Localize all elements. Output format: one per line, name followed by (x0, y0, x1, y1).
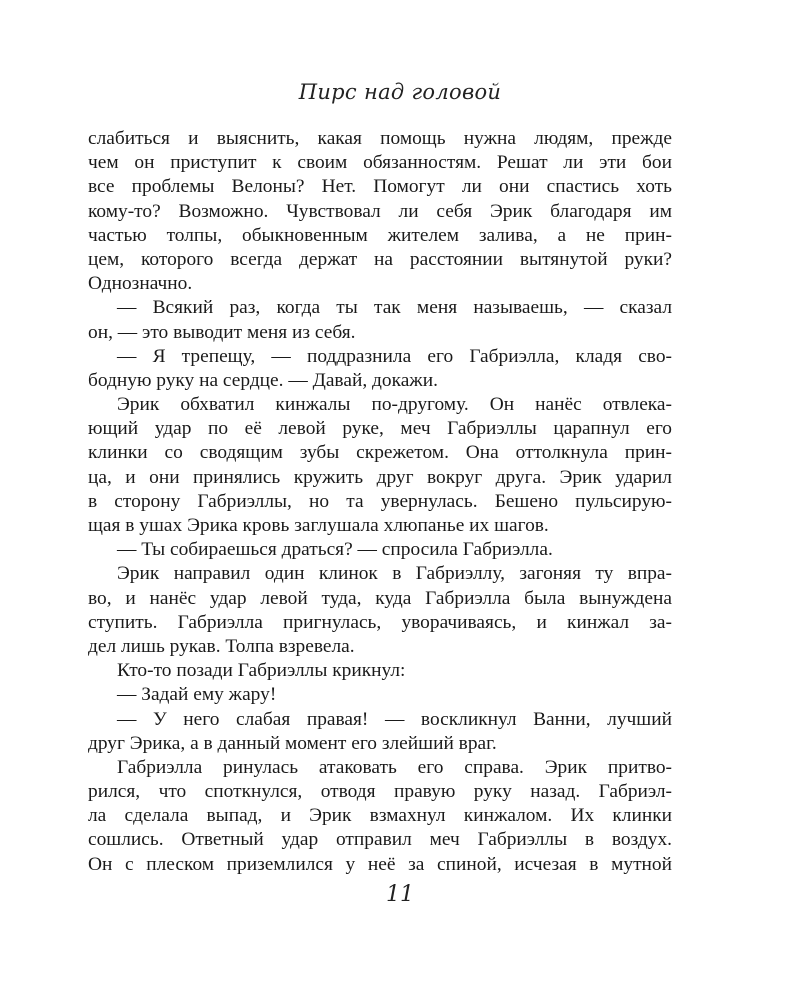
text-line: щая в ушах Эрика кровь заглушала хлюпанье их шагов. (88, 515, 549, 536)
text-line: цем, которого всегда держат на расстоянии вытянутой руки? (88, 248, 672, 270)
text-line: в сторону Габриэллы, но та увернулась. Бешено пульсирую- (88, 490, 672, 512)
text-line: бодную руку на сердце. — Давай, докажи. (88, 369, 438, 391)
text-line: все проблемы Велоны? Нет. Помогут ли они спастись хоть (88, 176, 672, 198)
running-title: Пирс над головой (298, 80, 502, 104)
text-line: ющий удар по её левой руке, меч Габриэллы царапнул его (88, 418, 672, 440)
text-line: — Ты собираешься драться? — спросила Габриэлла. (117, 539, 553, 561)
text-line: Однозначно. (88, 273, 193, 295)
text-line: клинки со сводящим зубы скрежетом. Она оттолкнула прин- (88, 442, 672, 464)
text-line: Габриэлла ринулась атаковать его справа. Эрик притво- (117, 756, 672, 778)
text-line: — Я трепещу, — поддразнила его Габриэлла, кладя сво- (117, 345, 672, 367)
text-line: — У него слабая правая! — воскликнул Ванни, лучший (117, 708, 672, 730)
text-line: Эрик обхватил кинжалы по-другому. Он нанёс отвлека- (117, 394, 672, 416)
text-line: ступить. Габриэлла пригнулась, уворачиваясь, и кинжал за- (88, 611, 672, 633)
text-line: частью толпы, обыкновенным жителем залива, а не прин- (88, 224, 672, 246)
text-line: рился, что споткнулся, отводя правую руку назад. Габриэл- (88, 781, 672, 803)
text-line: Он с плеском приземлился у неё за спиной, исчезая в мутной (88, 853, 672, 875)
text-line: — Всякий раз, когда ты так меня называешь, — сказал (117, 297, 672, 319)
body-text (88, 127, 672, 877)
text-line: ца, и они принялись кружить друг вокруг друга. Эрик ударил (88, 466, 672, 488)
text-line: во, и нанёс удар левой туда, куда Габриэлла была вынуждена (88, 587, 672, 609)
text-line: дел лишь рукав. Толпа взревела. (88, 635, 355, 657)
text-line: чем он приступит к своим обязанностям. Решат ли эти бои (88, 152, 672, 174)
text-line: — Задай ему жару! (117, 684, 277, 706)
text-line: Кто-то позади Габриэллы крикнул: (117, 660, 406, 682)
text-line: он, — это выводит меня из себя. (88, 321, 356, 343)
text-line: ла сделала выпад, и Эрик взмахнул кинжалом. Их клинки (88, 805, 672, 827)
text-line: слабиться и выяснить, какая помощь нужна людям, прежде (88, 128, 672, 149)
page-number: 11 (386, 882, 414, 907)
text-line: Эрик направил один клинок в Габриэллу, загоняя ту впра- (117, 563, 672, 585)
text-line: кому-то? Возможно. Чувствовал ли себя Эрик благодаря им (88, 200, 672, 222)
text-line: сошлись. Ответный удар отправил меч Габриэллы в воздух. (88, 829, 672, 851)
text-line: друг Эрика, а в данный момент его злейший враг. (88, 732, 497, 754)
